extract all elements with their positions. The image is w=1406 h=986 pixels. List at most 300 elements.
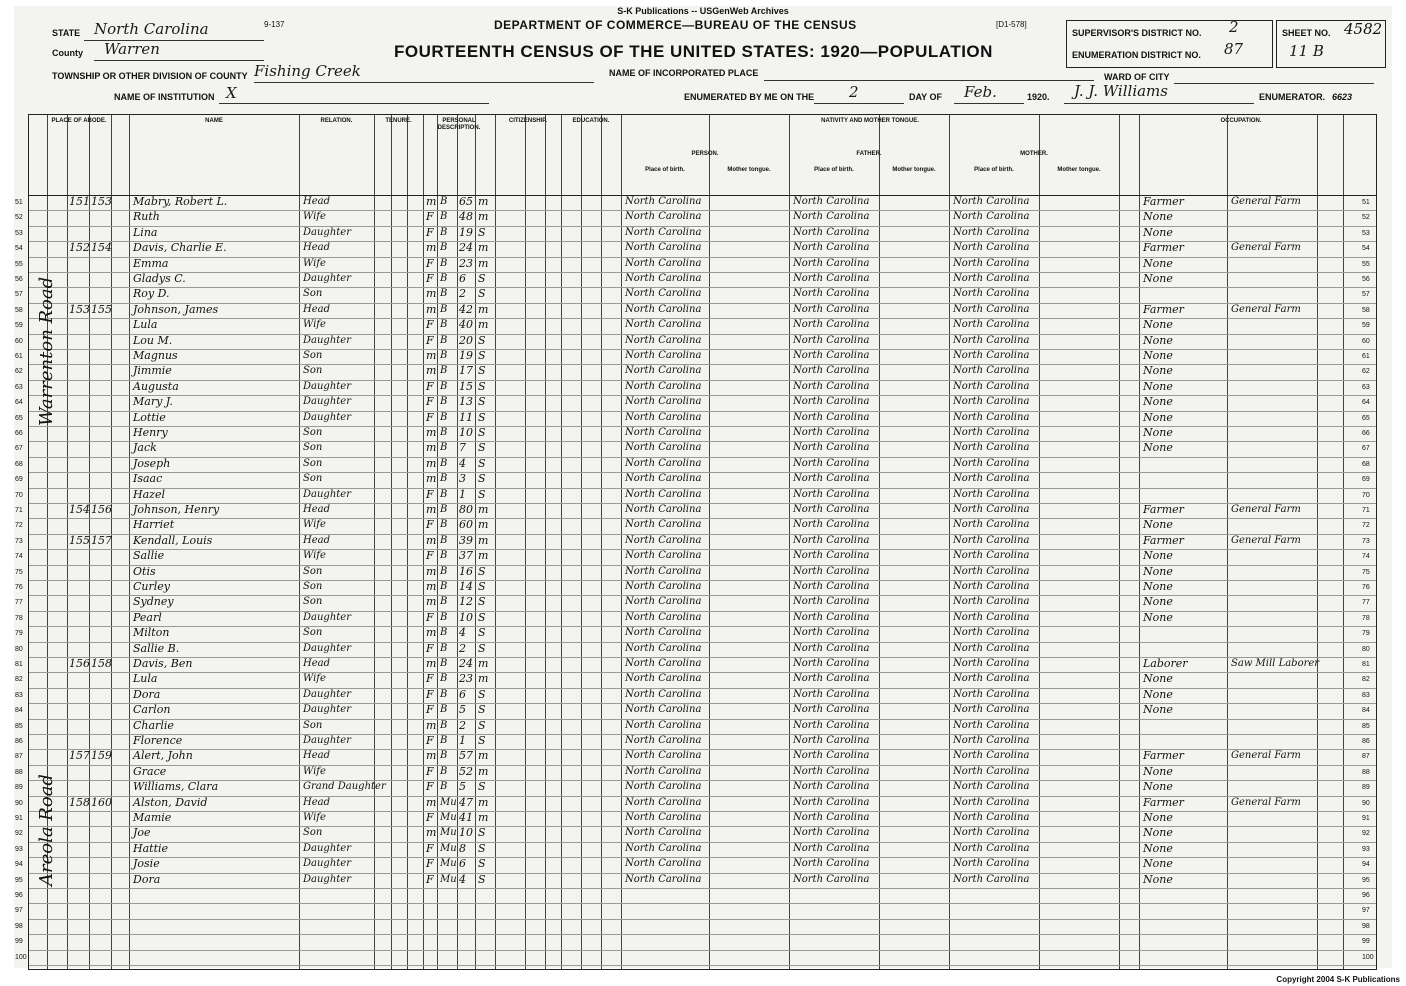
table-row [29,765,1376,766]
person-name: Joseph [133,456,171,470]
month-line [954,103,1024,104]
industry: General Farm [1231,750,1301,762]
marital-status: m [478,210,489,224]
row-number-right: 52 [1362,214,1370,222]
occupation: None [1143,610,1173,624]
father-birthplace: North Carolina [793,427,870,438]
marital-status: S [478,826,486,840]
mother-birthplace: North Carolina [953,858,1030,870]
row-number-right: 53 [1362,229,1370,237]
copyright-notice: Copyright 2004 S-K Publications [1276,975,1400,984]
age: 13 [459,395,473,409]
birthplace: North Carolina [625,704,702,716]
row-number: 94 [15,861,23,869]
enumerated-month: Feb. [964,83,997,101]
table-row [29,426,1376,427]
marital-status: S [478,456,486,470]
sex: F [426,687,434,701]
race: B [440,411,448,423]
race: B [440,303,448,315]
occupation: None [1143,564,1173,578]
occupation: None [1143,580,1173,593]
father-birthplace: North Carolina [793,442,870,454]
column-group-heading: PLACE OF ABODE. [51,118,107,124]
age: 2 [459,641,466,655]
row-number: 51 [15,199,23,206]
age: 20 [459,333,473,347]
person-name: Sydney [133,595,174,609]
age: 23 [459,672,473,686]
row-number-right: 85 [1362,722,1370,730]
birthplace: North Carolina [625,288,702,300]
birthplace: North Carolina [625,842,702,854]
marital-status: S [478,734,486,747]
relation: Wife [303,550,326,562]
age: 15 [459,379,473,393]
birthplace: North Carolina [625,827,702,839]
sex: F [426,395,434,409]
race: B [440,534,448,546]
occupation: Laborer [1143,657,1188,670]
marital-status: S [478,441,486,455]
marital-status: m [478,795,489,809]
race: B [440,658,448,669]
sex: m [426,472,437,486]
row-number: 85 [15,722,23,730]
occupation: None [1143,364,1173,378]
institution-line [219,103,489,104]
birthplace: North Carolina [625,611,702,623]
marital-status: m [478,503,489,516]
department-heading: DEPARTMENT OF COMMERCE—BUREAU OF THE CENSUS [494,18,857,32]
relation: Head [303,242,331,254]
occupation: None [1143,857,1173,871]
race: B [440,273,448,284]
age: 2 [459,287,466,301]
marital-status: m [478,318,489,332]
mother-birthplace: North Carolina [953,411,1030,423]
sex: m [426,626,437,640]
row-number: 84 [15,707,23,715]
age: 39 [459,533,473,547]
birthplace: North Carolina [625,627,702,639]
father-birthplace: North Carolina [793,796,870,808]
age: 8 [459,841,466,855]
mother-birthplace: North Carolina [953,196,1030,207]
side-note-lower: Areola Road [36,774,57,886]
marital-status: S [478,780,486,794]
table-row [29,703,1376,704]
birthplace: North Carolina [625,365,702,377]
race: B [440,519,448,531]
father-birthplace: North Carolina [793,673,870,685]
occupation: None [1143,780,1173,794]
person-name: Roy D. [133,287,170,301]
person-name: Lou M. [133,333,173,347]
family-number: 160 [91,795,112,809]
mother-birthplace: North Carolina [953,242,1030,254]
row-number-right: 56 [1362,276,1370,283]
marital-status: S [478,841,486,855]
occupation: None [1143,256,1173,270]
father-birthplace: North Carolina [793,704,870,716]
occupation: None [1143,395,1173,409]
father-birthplace: North Carolina [793,627,870,639]
occupation: None [1143,210,1173,224]
table-row [29,965,1376,966]
marital-status: m [478,549,489,563]
age: 10 [459,610,473,624]
person-name: Johnson, Henry [133,503,220,516]
person-name: Davis, Charlie E. [133,241,227,255]
marital-status: S [478,487,486,501]
institution-label: NAME OF INSTITUTION [114,92,215,102]
row-number-right: 82 [1362,676,1370,684]
marital-status: S [478,349,486,362]
father-birthplace: North Carolina [793,858,870,870]
person-name: Curley [133,580,171,593]
person-name: Isaac [133,472,163,486]
table-row [29,226,1376,227]
birthplace: North Carolina [625,442,702,454]
sex: F [426,811,434,824]
marital-status: m [478,657,489,670]
person-name: Mabry, Robert L. [133,195,228,208]
mother-birthplace: North Carolina [953,596,1030,608]
age: 23 [459,256,473,270]
row-number-right: 61 [1362,353,1370,360]
birthplace: North Carolina [625,735,702,746]
father-birthplace: North Carolina [793,873,870,885]
race: B [440,211,448,223]
row-number: 90 [15,799,23,807]
row-number: 69 [15,476,23,484]
race: B [440,196,448,207]
sex: F [426,610,434,624]
birthplace: North Carolina [625,765,702,777]
marital-status: S [478,564,486,578]
birthplace: North Carolina [625,504,702,515]
age: 4 [459,872,466,886]
marital-status: m [478,672,489,686]
mother-tongue-heading: Mother tongue. [1057,167,1101,173]
row-number: 71 [15,507,23,514]
industry: Saw Mill Laborer [1231,658,1320,669]
occupation: None [1143,595,1173,609]
person-name: Alert, John [133,749,193,763]
age: 47 [459,795,473,809]
father-birthplace: North Carolina [793,611,870,623]
person-name: Josie [133,857,160,871]
ward-label: WARD OF CITY [1104,72,1170,82]
age: 6 [459,687,466,701]
sex: F [426,549,434,563]
row-number-right: 88 [1362,768,1370,776]
birthplace: North Carolina [625,658,702,669]
marital-status: m [478,518,489,532]
mother-birthplace: North Carolina [953,627,1030,639]
mother-birthplace: North Carolina [953,550,1030,562]
age: 42 [459,302,473,316]
relation: Daughter [303,873,351,885]
marital-status: m [478,764,489,778]
father-birthplace: North Carolina [793,473,870,485]
table-row [29,626,1376,627]
mother-birthplace: North Carolina [953,427,1030,438]
row-number: 92 [15,830,23,838]
mother-birthplace: North Carolina [953,735,1030,746]
row-number: 93 [15,845,23,853]
column-group-heading: OCCUPATION. [1220,118,1262,124]
relation: Son [303,565,323,577]
enumerator-label: ENUMERATOR. [1259,92,1326,102]
relation: Son [303,473,323,485]
page-title: FOURTEENTH CENSUS OF THE UNITED STATES: 1920—POPULATION [394,42,993,61]
relation: Son [303,827,323,839]
township-label: TOWNSHIP OR OTHER DIVISION OF COUNTY [52,71,248,81]
industry: General Farm [1231,196,1301,207]
age: 16 [459,564,473,578]
table-row [29,257,1376,258]
row-number-right: 94 [1362,861,1370,869]
occupation: None [1143,672,1173,686]
person-name: Hattie [133,841,169,855]
row-number-right: 69 [1362,476,1370,484]
mother-birthplace: North Carolina [953,519,1030,531]
marital-status: S [478,872,486,886]
relation: Head [303,504,331,515]
row-number-right: 99 [1362,938,1370,946]
nativity-subheading: MOTHER. [1020,151,1048,157]
race: B [440,473,448,485]
occupation: None [1143,764,1173,778]
sex: m [426,826,437,840]
table-row [29,287,1376,288]
row-number-right: 66 [1362,430,1370,437]
birthplace: North Carolina [625,596,702,608]
relation: Wife [303,319,326,331]
row-number-right: 92 [1362,830,1370,838]
marital-status: S [478,857,486,871]
father-birthplace: North Carolina [793,288,870,300]
row-number-right: 55 [1362,260,1370,268]
birthplace: North Carolina [625,273,702,284]
day-line [814,103,904,104]
occupation: None [1143,272,1173,285]
birthplace: North Carolina [625,488,702,500]
mother-birthplace: North Carolina [953,473,1030,485]
row-number-right: 93 [1362,845,1370,853]
marital-status: S [478,426,486,439]
father-birthplace: North Carolina [793,303,870,315]
row-number: 95 [15,876,23,884]
row-number: 63 [15,383,23,391]
person-name: Henry [133,426,168,439]
mother-birthplace: North Carolina [953,673,1030,685]
sex: F [426,410,434,424]
census-sheet [14,6,1392,968]
age: 40 [459,318,473,332]
row-number: 99 [15,938,23,946]
person-name: Dora [133,872,161,886]
marital-status: m [478,749,489,763]
birthplace: North Carolina [625,257,702,269]
person-name: Gladys C. [133,272,186,285]
sheet-label: SHEET NO. [1282,28,1331,38]
table-row [29,719,1376,720]
industry: General Farm [1231,504,1301,515]
relation: Daughter [303,380,351,392]
race: B [440,719,448,731]
dwelling-number: 157 [69,749,90,763]
age: 6 [459,857,466,871]
table-row [29,472,1376,473]
race: B [440,504,448,515]
father-birthplace: North Carolina [793,350,870,361]
row-number-right: 98 [1362,922,1370,930]
sex: m [426,364,437,378]
age: 41 [459,811,473,824]
relation: Head [303,658,331,669]
father-birthplace: North Carolina [793,781,870,793]
age: 5 [459,703,466,717]
row-number: 89 [15,784,23,792]
table-row [29,565,1376,566]
mother-birthplace: North Carolina [953,288,1030,300]
mother-birthplace: North Carolina [953,781,1030,793]
nativity-subheading: PERSON. [691,151,719,157]
relation: Daughter [303,273,351,284]
column-group-heading: TENURE. [385,118,412,124]
table-row [29,318,1376,319]
person-name: Otis [133,564,156,578]
table-row [29,549,1376,550]
father-birthplace: North Carolina [793,812,870,823]
relation: Son [303,288,323,300]
incorporated-label: NAME OF INCORPORATED PLACE [609,68,759,78]
township-line [254,82,594,83]
race: Mu [440,858,457,870]
sex: F [426,256,434,270]
marital-status: m [478,256,489,270]
birthplace: North Carolina [625,319,702,331]
age: 2 [459,718,466,732]
race: B [440,735,448,746]
birthplace: North Carolina [625,642,702,654]
table-row [29,488,1376,489]
occupation: None [1143,426,1173,439]
race: B [440,488,448,500]
occupation: None [1143,379,1173,393]
birthplace: North Carolina [625,534,702,546]
mother-birthplace: North Carolina [953,504,1030,515]
race: B [440,288,448,300]
occupation: Farmer [1143,302,1184,316]
marital-status: S [478,595,486,609]
row-number-right: 87 [1362,753,1370,761]
marital-status: m [478,811,489,824]
place-of-birth-heading: Place of birth. [974,167,1014,173]
dwelling-number: 151 [69,195,90,208]
age: 80 [459,503,473,516]
mother-birthplace: North Carolina [953,611,1030,623]
occupation: Farmer [1143,749,1184,763]
race: Mu [440,812,457,823]
relation: Wife [303,519,326,531]
sex: m [426,595,437,609]
relation: Head [303,196,331,207]
occupation: None [1143,687,1173,701]
relation: Daughter [303,488,351,500]
enumerator-name: J. J. Williams [1074,82,1168,100]
mother-birthplace: North Carolina [953,704,1030,716]
row-number: 60 [15,337,23,345]
column-group-heading: NATIVITY AND MOTHER TONGUE. [821,118,919,124]
relation: Daughter [303,688,351,700]
industry: General Farm [1231,796,1301,808]
age: 24 [459,241,473,255]
father-birthplace: North Carolina [793,765,870,777]
race: B [440,611,448,623]
father-birthplace: North Carolina [793,504,870,515]
table-row [29,349,1376,350]
institution-value: X [226,84,237,102]
father-birthplace: North Carolina [793,581,870,592]
relation: Head [303,534,331,546]
relation: Son [303,719,323,731]
sheet-stamp: 4582 [1344,20,1383,38]
relation: Son [303,427,323,438]
place-of-birth-heading: Place of birth. [645,167,685,173]
mother-birthplace: North Carolina [953,534,1030,546]
sex: m [426,426,437,439]
column-group-heading: EDUCATION. [572,118,610,124]
row-number-right: 57 [1362,291,1370,299]
row-number: 98 [15,922,23,930]
row-number: 65 [15,414,23,422]
row-number-right: 67 [1362,445,1370,453]
relation: Daughter [303,334,351,346]
table-row [29,934,1376,935]
father-birthplace: North Carolina [793,196,870,207]
enumeration-value: 87 [1224,40,1244,58]
enumerated-day: 2 [849,83,859,101]
relation: Daughter [303,842,351,854]
person-name: Davis, Ben [133,657,193,670]
person-name: Pearl [133,610,162,624]
sex: m [426,580,437,593]
relation: Head [303,303,331,315]
mother-birthplace: North Carolina [953,319,1030,331]
row-number: 55 [15,260,23,268]
father-birthplace: North Carolina [793,273,870,284]
person-name: Mamie [133,811,172,824]
sex: F [426,872,434,886]
birthplace: North Carolina [625,242,702,254]
table-row [29,826,1376,827]
year-label: 1920. [1027,92,1050,102]
father-birthplace: North Carolina [793,411,870,423]
birthplace: North Carolina [625,211,702,223]
father-birthplace: North Carolina [793,257,870,269]
age: 10 [459,426,473,439]
row-number: 78 [15,614,23,622]
column-group-heading: CITIZENSHIP. [508,118,548,124]
family-number: 157 [91,533,112,547]
relation: Wife [303,673,326,685]
person-name: Jack [133,441,157,455]
race: B [440,627,448,639]
